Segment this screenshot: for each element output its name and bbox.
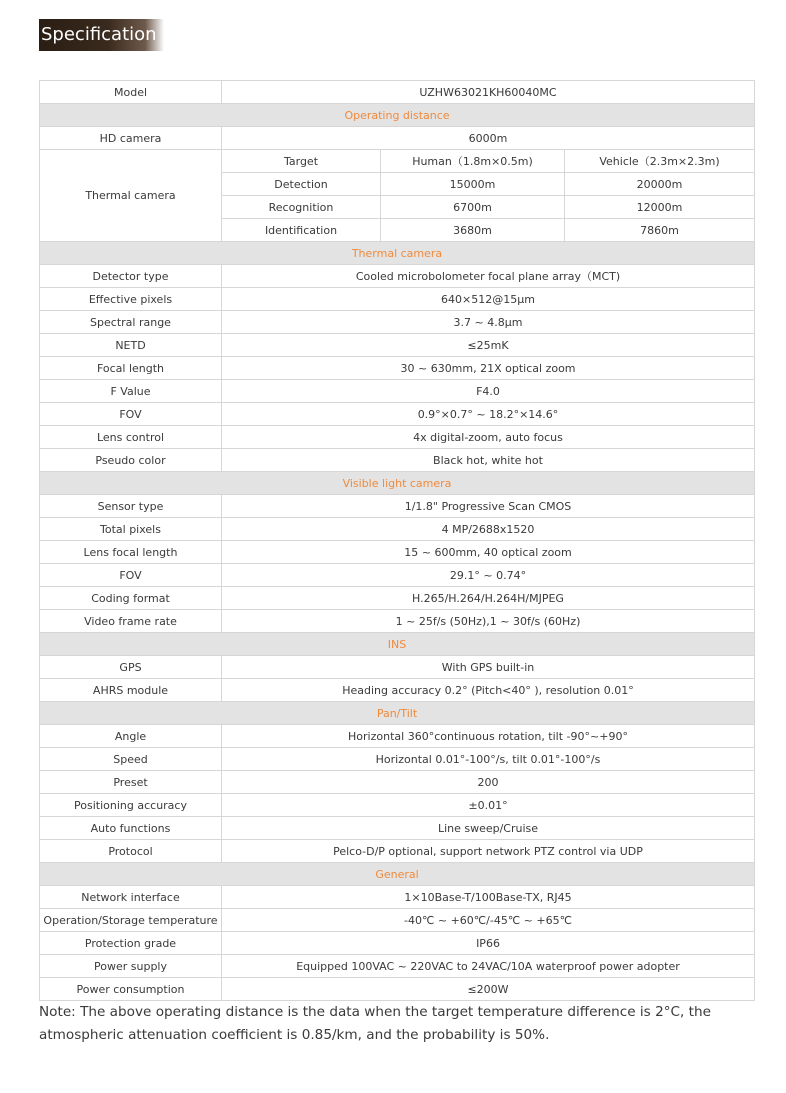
spec-value: 1×10Base-T/100Base-TX, RJ45 [222,886,755,909]
spec-label: Network interface [40,886,222,909]
table-row [40,81,755,104]
human-header: Human（1.8m×0.5m) [381,150,565,173]
spec-value: IP66 [222,932,755,955]
thermal-section-title: Thermal camera [40,242,755,265]
spec-value: ≤25mK [222,334,755,357]
spec-value: Horizontal 360°continuous rotation, tilt -90°~+90° [222,725,755,748]
spec-label: Positioning accuracy [40,794,222,817]
footnote: Note: The above operating distance is the data when the target temperature difference is 2°C, the atmospheric attenuation coefficient is 0.85/km, and the probability is 50%. [39,1004,711,1043]
section-heading: Specification [39,19,164,51]
table-row [40,564,755,587]
section-row [40,702,755,725]
spec-value: 3.7 ~ 4.8μm [222,311,755,334]
spec-label: Auto functions [40,817,222,840]
spec-value: -40℃ ~ +60℃/-45℃ ~ +65℃ [222,909,755,932]
spec-value: 4x digital-zoom, auto focus [222,426,755,449]
hd-camera-value: 6000m [222,127,755,150]
spec-value: ±0.01° [222,794,755,817]
spec-label: Angle [40,725,222,748]
table-row [40,817,755,840]
spec-label: FOV [40,564,222,587]
spec-label: Speed [40,748,222,771]
spec-label: Sensor type [40,495,222,518]
spec-value: 30 ~ 630mm, 21X optical zoom [222,357,755,380]
spec-label: Coding format [40,587,222,610]
table-row [40,311,755,334]
spec-value: 29.1° ~ 0.74° [222,564,755,587]
spec-label: Total pixels [40,518,222,541]
spec-value: F4.0 [222,380,755,403]
section-row [40,633,755,656]
table-row [40,656,755,679]
table-cell: 20000m [565,173,755,196]
spec-value: 640×512@15μm [222,288,755,311]
table-row [40,679,755,702]
spec-label: Spectral range [40,311,222,334]
model-value: UZHW63021KH60040MC [222,81,755,104]
spec-value: With GPS built-in [222,656,755,679]
section-row [40,863,755,886]
operating-distance-title: Operating distance [40,104,755,127]
spec-value: Horizontal 0.01°-100°/s, tilt 0.01°-100°/s [222,748,755,771]
spec-value: 0.9°×0.7° ~ 18.2°×14.6° [222,403,755,426]
spec-label: NETD [40,334,222,357]
target-header: Target [222,150,381,173]
spec-label: Power supply [40,955,222,978]
table-cell: 7860m [565,219,755,242]
spec-label: Focal length [40,357,222,380]
table-cell: Recognition [222,196,381,219]
table-row [40,886,755,909]
spec-value: 1 ~ 25f/s (50Hz),1 ~ 30f/s (60Hz) [222,610,755,633]
table-row [40,449,755,472]
spec-label: AHRS module [40,679,222,702]
ins-section-title: INS [40,633,755,656]
spec-label: Protection grade [40,932,222,955]
spec-label: FOV [40,403,222,426]
section-row [40,242,755,265]
table-row [40,150,755,173]
table-row [40,955,755,978]
specification-table [39,80,755,1001]
section-row [40,104,755,127]
spec-value: Line sweep/Cruise [222,817,755,840]
model-label: Model [40,81,222,104]
table-row [40,380,755,403]
spec-label: GPS [40,656,222,679]
hd-camera-label: HD camera [40,127,222,150]
section-row [40,472,755,495]
table-cell: 3680m [381,219,565,242]
spec-label: Video frame rate [40,610,222,633]
table-cell: 6700m [381,196,565,219]
table-cell: 15000m [381,173,565,196]
spec-label: Lens control [40,426,222,449]
spec-value: H.265/H.264/H.264H/MJPEG [222,587,755,610]
spec-label: Protocol [40,840,222,863]
table-row [40,426,755,449]
spec-value: 4 MP/2688x1520 [222,518,755,541]
table-row [40,127,755,150]
vehicle-header: Vehicle（2.3m×2.3m) [565,150,755,173]
spec-value: 1/1.8" Progressive Scan CMOS [222,495,755,518]
table-cell: Detection [222,173,381,196]
table-row [40,587,755,610]
spec-label: Lens focal length [40,541,222,564]
spec-value: 15 ~ 600mm, 40 optical zoom [222,541,755,564]
spec-label: Effective pixels [40,288,222,311]
table-row [40,541,755,564]
spec-value: Equipped 100VAC ~ 220VAC to 24VAC/10A waterproof power adopter [222,955,755,978]
spec-label: Detector type [40,265,222,288]
general-section-title: General [40,863,755,886]
table-row [40,357,755,380]
visible-section-title: Visible light camera [40,472,755,495]
table-cell: 12000m [565,196,755,219]
table-row [40,909,755,932]
thermal-camera-label: Thermal camera [40,150,222,242]
table-row [40,932,755,955]
spec-value: ≤200W [222,978,755,1001]
table-row [40,840,755,863]
table-row [40,403,755,426]
spec-label: Operation/Storage temperature [40,909,222,932]
spec-value: Heading accuracy 0.2° (Pitch<40° ), resolution 0.01° [222,679,755,702]
table-row [40,610,755,633]
table-row [40,794,755,817]
spec-label: Preset [40,771,222,794]
pantilt-section-title: Pan/Tilt [40,702,755,725]
table-cell: Identification [222,219,381,242]
spec-label: F Value [40,380,222,403]
spec-value: Cooled microbolometer focal plane array（MCT) [222,265,755,288]
spec-value: Pelco-D/P optional, support network PTZ control via UDP [222,840,755,863]
table-row [40,518,755,541]
table-row [40,725,755,748]
table-row [40,288,755,311]
spec-value: 200 [222,771,755,794]
table-row [40,495,755,518]
table-row [40,748,755,771]
spec-label: Pseudo color [40,449,222,472]
table-row [40,771,755,794]
spec-value: Black hot, white hot [222,449,755,472]
table-row [40,265,755,288]
table-row [40,978,755,1001]
table-row [40,334,755,357]
spec-label: Power consumption [40,978,222,1001]
